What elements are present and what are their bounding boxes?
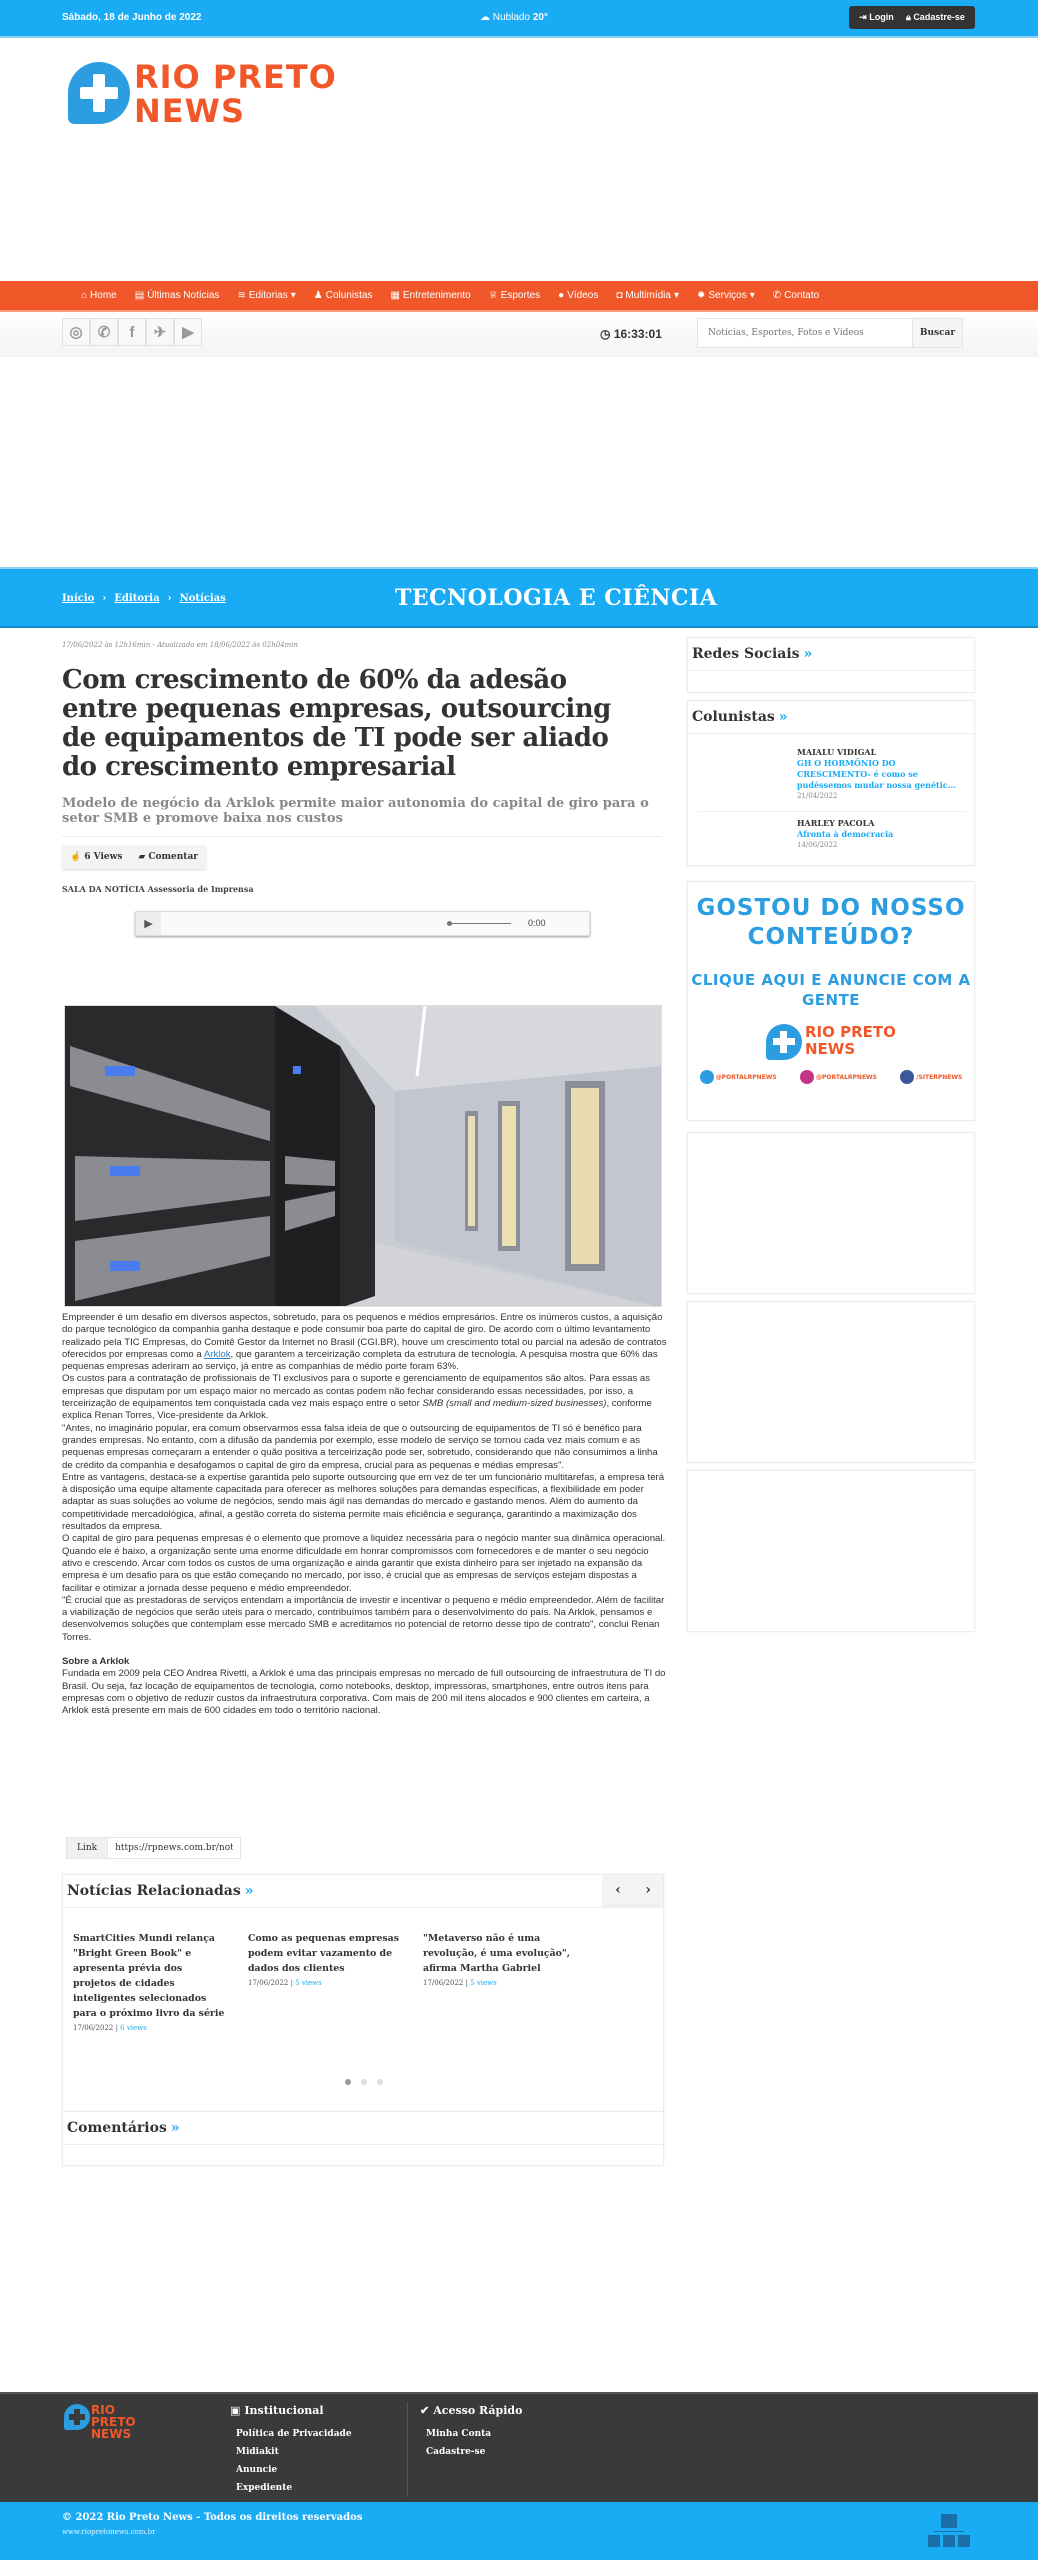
copyright-text: © 2022 Rio Preto News - Todos os direitos reservados: [62, 2512, 363, 2523]
footer-link[interactable]: Minha Conta: [426, 2429, 492, 2439]
carousel-pagination: [345, 2079, 383, 2085]
top-bar: [0, 0, 1038, 38]
columnists-widget: Colunistas » MAIALU VIDIGAL GH O HORMÔNIO DO CRESCIMENTO- é como se pudéssemos mudar nossa genétic... 21/04/2022 HARLEY PACOLA Afronta à democracia 14/06/2022: [687, 700, 975, 866]
breadcrumb-separator: ›: [102, 593, 107, 604]
carousel-dot[interactable]: [345, 2079, 351, 2085]
search-form: [697, 318, 963, 348]
related-item[interactable]: [73, 1931, 228, 2032]
login-icon: ⇥: [859, 12, 867, 22]
signup-button[interactable]: [906, 12, 965, 23]
chevron-down-icon: ▾: [290, 290, 296, 301]
ad-logo: RIO PRETO NEWS: [766, 1024, 896, 1062]
comment-button[interactable]: ▰ Comentar: [138, 852, 199, 862]
nav-item-label: Multimídia: [625, 290, 671, 301]
document-icon: ▤: [134, 290, 145, 301]
footer: [0, 2392, 1038, 2502]
nav-item-ultimas-noticias[interactable]: [126, 290, 229, 301]
footer-quick-access: ✔ Acesso Rápido Minha Conta Cadastre-se: [420, 2404, 522, 2461]
check-circle-icon: ✔: [420, 2404, 430, 2417]
phone-icon: ✆: [772, 290, 782, 301]
instagram-icon[interactable]: ◎: [62, 318, 90, 346]
link-label: Link: [67, 1838, 108, 1858]
home-icon: ⌂: [81, 290, 88, 301]
search-button[interactable]: Buscar: [912, 319, 962, 347]
columnists-title: Colunistas: [692, 709, 775, 725]
chevron-down-icon: ▾: [673, 290, 679, 301]
social-widget: Redes Sociais »: [687, 637, 975, 693]
related-item-title: "Metaverso não é uma revolução, é uma evolução", afirma Martha Gabriel: [423, 1933, 571, 1974]
nav-item-multimidia[interactable]: [607, 290, 688, 301]
comments-title: Comentários: [67, 2120, 167, 2136]
gear-icon: ✹: [697, 290, 706, 301]
footer-link[interactable]: Cadastre-se: [426, 2447, 486, 2457]
nav-item-label: Home: [90, 290, 117, 301]
weather-condition: Nublado: [492, 12, 531, 23]
nav-item-label: Serviços: [708, 290, 747, 301]
article-meta: 17/06/2022 às 12h16min - Atualizada em 18/06/2022 às 02h04min: [62, 641, 299, 649]
ad-slot: [687, 1301, 975, 1463]
article-actions: [62, 845, 206, 869]
logo-plus-icon: [766, 1024, 802, 1060]
article-body: [62, 1312, 667, 1718]
category-title: TECNOLOGIA E CIÊNCIA: [395, 585, 718, 611]
divider: [407, 2402, 408, 2497]
nav-item-servicos[interactable]: [688, 290, 764, 301]
facebook-icon: [900, 1070, 914, 1084]
current-date: Sábado, 18 de Junho de 2022: [62, 12, 202, 23]
search-input[interactable]: [698, 319, 912, 347]
related-item-title: SmartCities Mundi relança "Bright Green Book" e apresenta prévia dos projetos de cidades inteligentes selecionados para o próximo livro da série: [73, 1933, 225, 2019]
carousel-dot[interactable]: [377, 2079, 383, 2085]
server-room-illustration: [65, 1006, 662, 1307]
nav-item-label: Contato: [784, 290, 820, 301]
article-paragraph: O capital de giro para pequenas empresas é o elemento que promove a liquidez necessária para o negócio manter sua dinâmica operacional. Quando ele é baixo, a organização sente uma enorme dificuldade em honrar compromissos com fornecedores e de manter o seu negócio ativo e crescendo. Arcar com todos os custos de uma organização e ainda garantir que exista dinheiro para ser injetado na expansão da empresa é um desafio para os que estão começando no mercado, por isso, é crucial que as empresas de serviços estejam dispostas a facilitar e otimizar a jornada desse pequeno e médio empreendedor.: [62, 1533, 666, 1594]
play-button[interactable]: [136, 912, 161, 935]
advertise-banner[interactable]: [687, 881, 975, 1121]
clock: [600, 327, 662, 341]
chevron-down-icon: ▾: [749, 290, 755, 301]
article-paragraph: Fundada em 2009 pela CEO Andrea Rivetti, a Arklok é uma das principais empresas no mercado de full outsourcing de infraestrutura de TI do Brasil. Ou seja, faz locação de equipamentos de tecnologia, como notebooks, desktop, impressoras, smartphones, entre outros itens para empresas com o objetivo de reduzir custos da infraestrutura corporativa. Com mais de 200 mil itens alocados e 900 clientes em carteira, a Arklok está presente em mais de 600 cidades em todo o território nacional.: [62, 1668, 666, 1717]
site-logo[interactable]: [68, 60, 358, 130]
breadcrumb-editoria[interactable]: Editoria: [114, 593, 160, 604]
logo-line1: RIO PRETO: [134, 58, 337, 96]
views-counter: ☝ 6 Views: [70, 852, 123, 862]
logo-line2: NEWS: [134, 92, 245, 130]
columnist-item[interactable]: HARLEY PACOLA Afronta à democracia 14/06/2022: [797, 818, 894, 849]
nav-item-label: Últimas Notícias: [147, 290, 220, 301]
sitemap-icon[interactable]: [928, 2514, 970, 2554]
nav-item-label: Colunistas: [325, 290, 373, 301]
arklok-link[interactable]: Arklok: [203, 1348, 231, 1360]
nav-item-entretenimento[interactable]: [381, 290, 479, 301]
youtube-icon[interactable]: ▶: [174, 318, 202, 346]
breadcrumb: [62, 593, 226, 604]
related-list: [73, 1931, 578, 2032]
trophy-icon: ♕: [488, 290, 498, 301]
social-widget-title: Redes Sociais: [692, 646, 800, 662]
breadcrumb-home[interactable]: Início: [62, 593, 95, 604]
footer-link[interactable]: Anuncie: [236, 2465, 278, 2475]
ad-headline: GOSTOU DO NOSSO CONTEÚDO?: [696, 895, 966, 950]
carousel-dot[interactable]: [361, 2079, 367, 2085]
related-item-meta: 17/06/2022 | 5 views: [423, 1979, 497, 1987]
footer-logo[interactable]: RIO PRETO NEWS: [64, 2404, 154, 2434]
audio-player: [135, 911, 590, 936]
article-paragraph: Empreender é um desafio em diversos aspectos, sobretudo, para os pequenos e médios empresários. Entre os inúmeros custos, a aquisição do parque tecnológico da companhia ganha destaque e pode consumir boa parte do capital de giro. De acordo com o último levantamento realizado pela TIC Empresas, do Comitê Gestor da Internet no Brasil (CGI.BR), houve um crescimento total ou parcial na adesão de contratos oferecidos por empresas como a Arklok, que garantem a terceirização completa da estrutura de tecnologia. A pesquisa mostra que 60% das pequenas empresas aderiram ao serviço, já entre as companhias de médio porte foram 63%.: [62, 1312, 667, 1373]
nav-item-colunistas[interactable]: [305, 290, 382, 301]
main-nav: [0, 281, 1038, 312]
site-url: www.riopretonews.com.br: [62, 2528, 156, 2536]
nav-item-label: Vídeos: [567, 290, 599, 301]
users-icon: ♟: [313, 290, 323, 301]
related-item-meta: 17/06/2022 | 5 views: [248, 1979, 322, 1987]
share-link-input[interactable]: [108, 1838, 240, 1858]
camera-icon: ◘: [616, 290, 623, 301]
related-item[interactable]: [248, 1931, 403, 2032]
login-label: Login: [869, 12, 894, 22]
nav-item-esportes[interactable]: [480, 290, 549, 301]
article-paragraph: "Antes, no imaginário popular, era comum observarmos essa falsa ideia de que o outsourcing de equipamentos de TI só é benéfico para grandes empresas. No entanto, com a difusão da pandemia por exemplo, esse modelo de serviço se tornou cada vez mais comum e as pequenas empresas começaram a entender o quão positiva a terceirização pode ser, sobretudo, considerando que não consumimos a linha de crédito da companhia e desafogamos o capital de giro da empresa, crucial para as pequenas e médias empresas".: [62, 1422, 658, 1471]
related-item-meta: 17/06/2022 | 6 views: [73, 2024, 147, 2032]
footer-link[interactable]: Midiakit: [236, 2447, 279, 2457]
divider: [698, 811, 966, 812]
play-circle-icon: ●: [558, 290, 565, 301]
nav-item-label: Editorias: [248, 290, 288, 301]
facebook-icon[interactable]: f: [118, 318, 146, 346]
nav-item-contato[interactable]: [764, 290, 828, 301]
share-link: [66, 1837, 241, 1859]
clock-icon: ◷: [600, 327, 611, 341]
twitter-icon[interactable]: ✈: [146, 318, 174, 346]
book-icon: ▦: [390, 290, 400, 301]
instagram-icon: [800, 1070, 814, 1084]
signup-label: Cadastre-se: [913, 12, 965, 22]
audio-time: 0:00: [528, 918, 546, 928]
ad-handles: @PORTALRPNEWS @PORTALRPNEWS /SITERPNEWS: [688, 1070, 974, 1084]
article-subtitle: Modelo de negócio da Arklok permite maior autonomia do capital de giro para o setor SMB e promove baixa nos custos: [62, 796, 649, 826]
category-bar: [0, 567, 1038, 628]
footer-institutional: ▣ Institucional Política de Privacidade Midiakit Anuncie Expediente: [230, 2404, 352, 2497]
volume-slider[interactable]: [451, 923, 511, 924]
whatsapp-icon[interactable]: ✆: [90, 318, 118, 346]
social-links: [62, 318, 202, 346]
nav-item-label: Esportes: [500, 290, 541, 301]
divider: [62, 836, 662, 837]
nav-item-home[interactable]: [72, 290, 126, 301]
ad-slot: [687, 1132, 975, 1294]
article-byline: SALA DA NOTÍCIA Assessoria de Imprensa: [62, 884, 254, 894]
cloud-icon: ☁: [480, 12, 490, 23]
article-paragraph: "É crucial que as prestadoras de serviços entendam a importância de investir e incentivar o pequeno e médio empreendedor. Além de facilitar a viabilização de negócios que serão uteis para o mercado, contribuímos também para o desenvolvimento do país. Na Arklok, pensamos e desenvolvemos soluções que contemplam esse mercado SMB e acreditamos no potencial de retorno desse tipo de contrato", conclui Renan Torres.: [62, 1594, 665, 1643]
comments-section: Comentários »: [62, 2111, 664, 2166]
related-title: Notícias Relacionadas: [67, 1883, 241, 1899]
weather-temperature: 20°: [532, 12, 548, 23]
nav-item-label: Entretenimento: [402, 290, 471, 301]
auth-buttons: [849, 6, 975, 29]
carousel-next-button[interactable]: ›: [645, 1882, 651, 1898]
weather-widget: [480, 12, 548, 23]
volume-slider-handle[interactable]: [447, 921, 452, 926]
article-paragraph: Os custos para a contratação de profissionais de TI exclusivos para o suporte e gerenciamento de equipamentos são altos. Para essas as empresas que disputam por um espaço maior no mercado as contas podem não fechar considerando essas necessidades, por isso, a terceirização de equipamentos tem conquistada cada vez mais espaço entre o setor SMB (small and medium-sized businesses), conforme explica Renan Torres, Vice-presidente da Arklok.: [62, 1373, 652, 1422]
clock-time: 16:33:01: [613, 327, 662, 341]
columnist-item[interactable]: MAIALU VIDIGAL GH O HORMÔNIO DO CRESCIMENTO- é como se pudéssemos mudar nossa genétic... 21/04/2022: [797, 747, 957, 800]
carousel-nav: [603, 1875, 663, 1905]
play-icon: ▶: [144, 917, 153, 930]
logo-plus-icon: [64, 2404, 90, 2430]
copyright-bar: [0, 2502, 1038, 2560]
nav-item-editorias[interactable]: [228, 290, 304, 301]
breadcrumb-separator: ›: [167, 593, 172, 604]
related-news: Notícias Relacionadas » ‹ › SmartCities Mundi relança "Bright Green Book" e apresenta prévia dos projetos de cidades inteligentes selecionados para o próximo livro da série 17/06/2022 | 6 views Como as pequenas empresas podem evitar vazamento de dados dos clientes 17/06/2022 | 5 views "Metaverso não é uma revolução, é uma evolução", afirma Martha Gabriel 17/06/2022 | 5 views: [62, 1874, 664, 2117]
lock-icon: 🔒︎: [906, 12, 911, 22]
nav-item-videos[interactable]: [549, 290, 607, 301]
footer-link[interactable]: Política de Privacidade: [236, 2429, 352, 2439]
twitter-icon: [700, 1070, 714, 1084]
utility-bar: [0, 313, 1038, 357]
footer-link[interactable]: Expediente: [236, 2483, 293, 2493]
breadcrumb-noticias[interactable]: Notícias: [179, 593, 226, 604]
rss-icon: ≋: [237, 290, 246, 301]
thumbs-up-icon: ☝: [70, 852, 82, 862]
article-paragraph: Entre as vantagens, destaca-se a expertise garantida pelo suporte outsourcing que em vez de ter um funcionário multitarefas, a empresa terá à disposição uma equipe altamente capacitada para oferecer as melhores soluções para demandas específicas, a flexibilidade em poder adaptar as suas soluções ao volume de negócios, sendo mais ágil nas demandas do mercado e gastando menos. Além do aumento da competitividade mercadológica, afinal, a gestão correta do sistema permite mais eficiência e segurança, garantindo a maximização dos resultados da empresa.: [62, 1471, 665, 1533]
related-item[interactable]: [423, 1931, 578, 2032]
building-icon: ▣: [230, 2404, 241, 2417]
article-image: [64, 1005, 662, 1307]
comment-icon: ▰: [138, 852, 146, 862]
login-button[interactable]: [859, 12, 894, 23]
ad-cta: CLIQUE AQUI E ANUNCIE COM A GENTE: [691, 971, 971, 1009]
ad-slot: [687, 1470, 975, 1632]
carousel-prev-button[interactable]: ‹: [615, 1882, 621, 1898]
article-title: Com crescimento de 60% da adesão entre pequenas empresas, outsourcing de equipamentos de TI pode ser aliado do crescimento empresarial: [62, 665, 611, 782]
logo-plus-icon: [68, 62, 130, 124]
related-item-title: Como as pequenas empresas podem evitar vazamento de dados dos clientes: [248, 1933, 400, 1974]
about-heading: Sobre a Arklok: [62, 1656, 130, 1668]
